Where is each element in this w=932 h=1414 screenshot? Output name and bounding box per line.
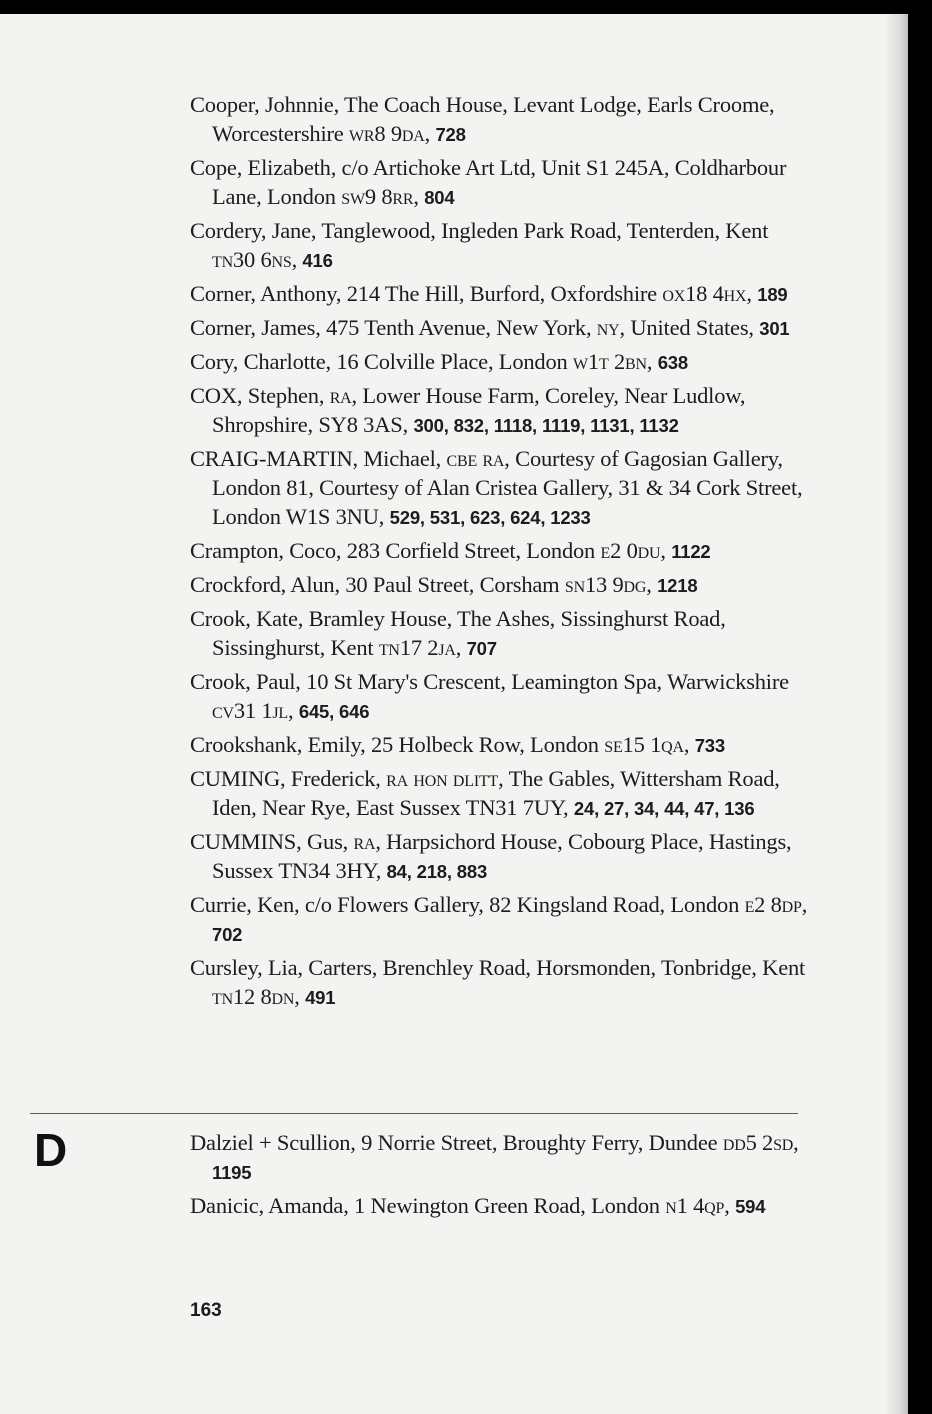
section-letter: D <box>34 1124 68 1176</box>
index-entry: Dalziel + Scullion, 9 Norrie Street, Broughty Ferry, Dundee dd5 2sd, 1195 <box>190 1130 799 1183</box>
index-entry: Cooper, Johnnie, The Coach House, Levant Lodge, Earls Croome, Worcestershire wr8 9da, 728 <box>190 92 775 146</box>
index-entry: Crampton, Coco, 283 Corfield Street, London e2 0du, 1122 <box>190 538 711 563</box>
index-entry: Cope, Elizabeth, c/o Artichoke Art Ltd, Unit S1 245A, Coldharbour Lane, London sw9 8rr, 804 <box>190 155 787 209</box>
index-entry: Cory, Charlotte, 16 Colville Place, London w1t 2bn, 638 <box>190 349 688 374</box>
book-page <box>0 14 908 1414</box>
index-entry: COX, Stephen, ra, Lower House Farm, Coreley, Near Ludlow, Shropshire, SY8 3AS, 300, 832, 1118, 1119, 1131, 1132 <box>190 383 746 437</box>
index-entry: CUMMINS, Gus, ra, Harpsichord House, Cobourg Place, Hastings, Sussex TN34 3HY, 84, 218, 883 <box>190 829 792 883</box>
index-entries-d <box>190 1128 810 1225</box>
index-entry: CRAIG-MARTIN, Michael, cbe ra, Courtesy of Gagosian Gallery, London 81, Courtesy of Alan Cristea Gallery, 31 & 34 Cork Street, London W1S 3NU, 529, 531, 623, 624, 1233 <box>190 446 803 529</box>
index-entry: Corner, Anthony, 214 The Hill, Burford, Oxfordshire ox18 4hx, 189 <box>190 281 788 306</box>
index-entry: Crookshank, Emily, 25 Holbeck Row, London se15 1qa, 733 <box>190 732 725 757</box>
index-entry: Corner, James, 475 Tenth Avenue, New York, ny, United States, 301 <box>190 315 790 340</box>
index-entries-c <box>190 90 810 1016</box>
page-number: 163 <box>190 1300 222 1321</box>
index-entry: Cordery, Jane, Tanglewood, Ingleden Park Road, Tenterden, Kent tn30 6ns, 416 <box>190 218 769 272</box>
index-entry: Crook, Kate, Bramley House, The Ashes, Sissinghurst Road, Sissinghurst, Kent tn17 2ja, 707 <box>190 606 726 660</box>
index-entry: Currie, Ken, c/o Flowers Gallery, 82 Kingsland Road, London e2 8dp, 702 <box>190 892 808 945</box>
page-edge-shadow <box>884 14 908 1414</box>
index-entry: Crook, Paul, 10 St Mary's Crescent, Leamington Spa, Warwickshire cv31 1jl, 645, 646 <box>190 669 789 723</box>
index-entry: CUMING, Frederick, ra hon dlitt, The Gables, Wittersham Road, Iden, Near Rye, East Sussex TN31 7UY, 24, 27, 34, 44, 47, 136 <box>190 766 780 820</box>
index-entry: Cursley, Lia, Carters, Brenchley Road, Horsmonden, Tonbridge, Kent tn12 8dn, 491 <box>190 955 806 1009</box>
index-entry: Crockford, Alun, 30 Paul Street, Corsham sn13 9dg, 1218 <box>190 572 698 597</box>
index-entry: Danicic, Amanda, 1 Newington Green Road, London n1 4qp, 594 <box>190 1193 766 1218</box>
section-divider <box>30 1113 798 1114</box>
